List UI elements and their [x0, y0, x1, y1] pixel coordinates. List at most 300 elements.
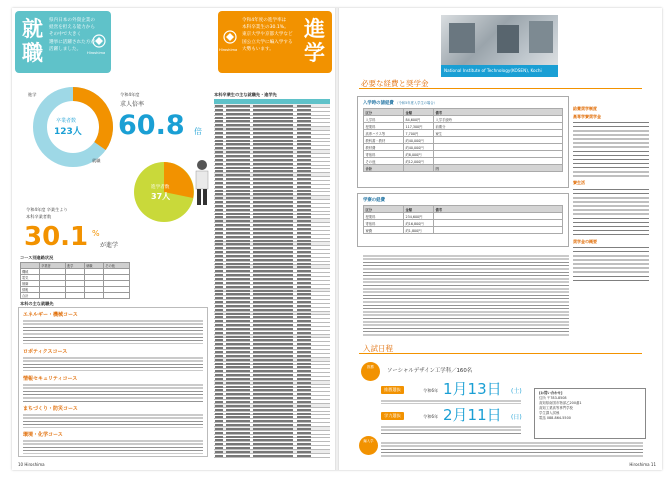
page-number: 10 [18, 462, 24, 467]
table-cell [215, 420, 223, 422]
table-cell [297, 351, 311, 353]
annual-fee-table [363, 205, 563, 234]
table-cell [215, 366, 223, 368]
table-cell [215, 240, 223, 242]
table-cell [253, 186, 293, 188]
table-cell [253, 297, 293, 299]
table-cell: 教科書・教材 [364, 137, 404, 144]
table-cell [297, 155, 311, 157]
table-cell: 寮生 [434, 130, 563, 137]
table-cell [226, 147, 250, 149]
table-cell [215, 251, 223, 253]
table-cell [297, 170, 311, 172]
table-cell [253, 216, 293, 218]
table-cell [226, 132, 250, 134]
table-cell [215, 113, 223, 115]
table-cell [226, 405, 250, 407]
table-cell [215, 263, 223, 265]
table-cell [253, 170, 293, 172]
table-cell [215, 355, 223, 357]
table-cell [297, 370, 311, 372]
table-cell [226, 159, 250, 161]
table-cell [297, 409, 311, 411]
table-cell [215, 205, 223, 207]
table-header-cell: 卒業者 [40, 263, 66, 269]
table-cell [215, 159, 223, 161]
table-cell [297, 278, 311, 280]
table-cell [297, 243, 311, 245]
table-cell [253, 343, 293, 345]
table-cell [226, 336, 250, 338]
table-cell [226, 263, 250, 265]
table-row [364, 137, 563, 144]
table-cell [226, 193, 250, 195]
table-cell [226, 228, 250, 230]
table-cell [215, 443, 223, 445]
table-cell [253, 393, 293, 395]
table-cell [253, 209, 293, 211]
table-cell [253, 201, 293, 203]
table-cell [215, 416, 223, 418]
table-cell [253, 320, 293, 322]
table-cell: 7,700円 [404, 130, 434, 137]
table-header-cell: 進学 [65, 263, 84, 269]
table-cell [215, 316, 223, 318]
table-cell [253, 428, 293, 430]
table-cell [215, 320, 223, 322]
table-cell [226, 355, 250, 357]
table-cell [226, 155, 250, 157]
table-cell [215, 105, 223, 107]
table-cell: 円 [434, 165, 563, 172]
table-cell [215, 216, 223, 218]
table-cell [297, 266, 311, 268]
table-cell [226, 413, 250, 415]
career-banner [15, 11, 111, 73]
table-cell [253, 228, 293, 230]
photo-figure [497, 25, 519, 53]
table-cell [215, 428, 223, 430]
table-cell [297, 205, 311, 207]
table-cell [297, 120, 311, 122]
table-cell [226, 247, 250, 249]
title-rule [359, 88, 642, 89]
contact-line: 高知県南国市物部乙200番1 [539, 401, 582, 405]
table-cell: 合計 [21, 293, 40, 299]
table-cell [297, 220, 311, 222]
side-heading: 奨学金の概要 [573, 238, 597, 244]
table-cell [297, 336, 311, 338]
table-cell [215, 324, 223, 326]
table-cell [253, 155, 293, 157]
table-cell [226, 213, 250, 215]
table-cell [297, 274, 311, 276]
table-cell [215, 232, 223, 234]
table-cell [253, 109, 293, 111]
table-cell: 入学料 [364, 116, 404, 123]
table-cell [253, 251, 293, 253]
table-cell [215, 413, 223, 415]
table-cell [226, 447, 250, 449]
table-cell [253, 447, 293, 449]
table-cell [226, 309, 250, 311]
table-cell [226, 255, 250, 257]
table-cell [297, 328, 311, 330]
table-cell [297, 132, 311, 134]
table-cell [215, 143, 223, 145]
table-cell [297, 290, 311, 292]
table-cell [226, 220, 250, 222]
table-cell [253, 128, 293, 130]
table-cell [297, 366, 311, 368]
table-cell [297, 324, 311, 326]
table-cell: 機械 [21, 269, 40, 275]
table-cell [215, 190, 223, 192]
table-cell [297, 401, 311, 403]
academic-label: 学力選抜 [381, 412, 404, 420]
table-cell: 117,300円 [404, 123, 434, 130]
table-cell [253, 205, 293, 207]
table-cell [297, 197, 311, 199]
table-cell [215, 286, 223, 288]
table-cell [226, 274, 250, 276]
donut-center-value: 123人 [54, 127, 82, 137]
table-cell [253, 378, 293, 380]
table-cell [215, 301, 223, 303]
page-label: Hiroshima [24, 462, 45, 467]
contact-line: 学生課入試係 [539, 411, 560, 415]
career-text-line: 県内日本の外資企業の [49, 18, 95, 23]
table-row [364, 130, 563, 137]
job-table-header [214, 99, 330, 104]
side-heading: 高専学寮奨学金 [573, 114, 601, 120]
table-cell [253, 167, 293, 169]
table-cell: 寄宿料 [364, 151, 404, 158]
table-cell [297, 405, 311, 407]
table-cell [226, 278, 250, 280]
logo-word: Hiroshima [87, 51, 106, 55]
table-cell [226, 382, 250, 384]
table-cell [253, 363, 293, 365]
table-cell [226, 432, 250, 434]
table-cell [297, 301, 311, 303]
table-cell [253, 389, 293, 391]
table-cell [297, 397, 311, 399]
table-cell [253, 178, 293, 180]
table-cell [253, 220, 293, 222]
table-cell [226, 224, 250, 226]
table-cell [297, 259, 311, 261]
table-cell [253, 370, 293, 372]
table-row [364, 165, 563, 172]
page-number-right [629, 462, 656, 467]
career-text-line: 活躍しました。 [49, 46, 82, 52]
right-page [339, 8, 662, 470]
table-row [364, 227, 563, 234]
table-cell [226, 174, 250, 176]
table-cell [226, 328, 250, 330]
table-header-cell: 金額 [404, 206, 434, 213]
table-cell [226, 186, 250, 188]
table-cell [215, 186, 223, 188]
table-cell [226, 240, 250, 242]
table-cell [297, 432, 311, 434]
table-cell [215, 305, 223, 307]
advance-text-line: 大勢もいます。 [242, 46, 274, 52]
table-row [364, 123, 563, 130]
advance-caption-1: 令和4年度 卒業生より [26, 207, 68, 212]
table-cell [253, 451, 293, 453]
job-table-title: 本科卒業生の主な就職先・進学先 [214, 92, 277, 97]
table-cell [226, 140, 250, 142]
career-banner-text [49, 17, 95, 53]
table-cell [253, 163, 293, 165]
table-cell [215, 151, 223, 153]
table-row [214, 454, 330, 458]
table-header-cell: 就職 [85, 263, 104, 269]
table-cell [215, 178, 223, 180]
table-cell [297, 140, 311, 142]
table-cell [215, 155, 223, 157]
page-number-left [18, 462, 45, 467]
table-header-cell: 備考 [434, 206, 563, 213]
table-cell [215, 278, 223, 280]
table-cell: 約1,800円 [404, 227, 434, 234]
table-cell [253, 386, 293, 388]
table-cell [215, 132, 223, 134]
table-cell [253, 240, 293, 242]
table-cell: その他 [364, 158, 404, 165]
table-cell [253, 332, 293, 334]
table-cell [226, 167, 250, 169]
table-cell [297, 316, 311, 318]
table-cell [297, 443, 311, 445]
table-cell [404, 165, 434, 172]
ring-label: 進学 [28, 92, 37, 97]
table-cell [215, 336, 223, 338]
table-cell [297, 255, 311, 257]
table-cell [226, 455, 250, 457]
table-cell [215, 270, 223, 272]
table-cell [226, 243, 250, 245]
company-list-text [23, 382, 203, 402]
table-cell [226, 290, 250, 292]
entrance-fees-head [363, 100, 437, 106]
table-row [364, 206, 563, 213]
photo-caption: National Institute of Technology(KOSEN), Kochi College [441, 65, 558, 77]
table-cell: 情報 [21, 287, 40, 293]
company-list-text [23, 412, 203, 428]
table-cell [226, 270, 250, 272]
academic-weekday: (日) [511, 414, 522, 421]
table-cell [297, 355, 311, 357]
contact-line: 高知工業高等専門学校 [539, 406, 573, 410]
table-cell [297, 343, 311, 345]
table-cell [215, 455, 223, 457]
contact-title: [お問い合わせ] [539, 391, 563, 395]
table-cell [215, 424, 223, 426]
table-cell [215, 343, 223, 345]
academic-details [381, 424, 521, 436]
side-text [573, 244, 649, 284]
table-cell: 高専ハウス等 [364, 130, 404, 137]
table-cell [297, 224, 311, 226]
table-cell [226, 236, 250, 238]
table-cell [215, 339, 223, 341]
table-cell [253, 182, 293, 184]
table-cell [297, 313, 311, 315]
table-cell [215, 117, 223, 119]
table-cell [226, 109, 250, 111]
table-cell [297, 374, 311, 376]
table-cell [215, 255, 223, 257]
table-cell [215, 351, 223, 353]
table-cell [215, 378, 223, 380]
table-cell [253, 313, 293, 315]
table-cell [253, 286, 293, 288]
company-list-text [23, 318, 203, 344]
table-cell [297, 359, 311, 361]
table-header-cell: その他 [104, 263, 130, 269]
table-cell [226, 297, 250, 299]
department-text: ソーシャルデザイン工学科／160名 [387, 368, 473, 374]
company-section-heading: 情報セキュリティコース [23, 376, 78, 382]
table-cell [226, 370, 250, 372]
table-cell [297, 209, 311, 211]
table-header-cell: 区分 [364, 206, 404, 213]
table-cell [226, 343, 250, 345]
entrance-fees-note: （令和5年度入学生の場合） [395, 101, 437, 105]
table-cell [297, 147, 311, 149]
job-destination-table [214, 92, 330, 458]
table-cell [297, 232, 311, 234]
table-cell [253, 232, 293, 234]
table-cell [297, 151, 311, 153]
table-cell [215, 220, 223, 222]
table-cell [253, 278, 293, 280]
table-cell [215, 432, 223, 434]
table-cell [215, 147, 223, 149]
table-cell [226, 436, 250, 438]
table-cell [434, 144, 563, 151]
job-caption-2: 求人倍率 [120, 101, 145, 108]
table-cell [215, 290, 223, 292]
table-cell [226, 332, 250, 334]
academic-year: 令和6年 [423, 414, 439, 419]
table-cell [226, 401, 250, 403]
table-cell [297, 163, 311, 165]
table-cell [297, 382, 311, 384]
table-cell [215, 397, 223, 399]
table-cell [226, 363, 250, 365]
table-cell [226, 117, 250, 119]
table-cell [215, 124, 223, 126]
table-cell [226, 397, 250, 399]
job-caption-1: 令和4年度 [120, 92, 140, 97]
course-table-title: コース別進路状況 [20, 255, 54, 260]
table-cell [215, 136, 223, 138]
table-cell: 約16,800円 [404, 220, 434, 227]
career-text-line: 経営を担える能力から [49, 25, 95, 31]
table-cell [253, 397, 293, 399]
table-cell [226, 209, 250, 211]
table-cell [253, 455, 293, 457]
table-cell [297, 416, 311, 418]
table-cell [297, 228, 311, 230]
advance-kanji-top: 進 [304, 17, 325, 41]
table-cell [253, 193, 293, 195]
table-row [364, 109, 563, 116]
table-cell: 前期分 [434, 123, 563, 130]
table-cell [226, 347, 250, 349]
table-cell [253, 117, 293, 119]
table-cell [215, 197, 223, 199]
table-cell [253, 147, 293, 149]
table-row [364, 144, 563, 151]
table-row [364, 158, 563, 165]
table-cell [253, 174, 293, 176]
advance-rate-suffix: が進学 [100, 242, 119, 249]
table-cell: 約40,000円 [404, 144, 434, 151]
table-cell [253, 143, 293, 145]
table-cell [215, 332, 223, 334]
table-cell [253, 316, 293, 318]
table-cell [215, 201, 223, 203]
table-cell [434, 158, 563, 165]
table-cell [253, 301, 293, 303]
school-logo-icon [222, 29, 238, 45]
table-cell [253, 309, 293, 311]
table-cell [226, 178, 250, 180]
career-kanji-top: 就 [22, 17, 43, 41]
table-cell [253, 247, 293, 249]
table-cell [226, 409, 250, 411]
table-cell [297, 347, 311, 349]
table-cell [226, 170, 250, 172]
table-cell [215, 436, 223, 438]
table-cell [226, 359, 250, 361]
table-cell [253, 236, 293, 238]
career-text-line: 選挙に活躍された方が [49, 39, 95, 45]
table-cell [226, 124, 250, 126]
table-cell [226, 266, 250, 268]
table-cell [226, 374, 250, 376]
table-cell [226, 151, 250, 153]
career-kanji-bottom: 職 [22, 41, 43, 65]
advance-rate-value: 30.1 [24, 222, 89, 252]
entrance-fees-head-text: 入学時の諸経費 [363, 101, 394, 106]
table-cell [253, 359, 293, 361]
table-cell [297, 186, 311, 188]
table-cell [297, 339, 311, 341]
table-cell [297, 270, 311, 272]
table-cell [226, 128, 250, 130]
scholarship-body-text [363, 253, 569, 337]
table-cell [297, 424, 311, 426]
table-cell: 234,600円 [404, 213, 434, 220]
table-cell [215, 409, 223, 411]
table-cell [297, 293, 311, 295]
table-header-cell: 備考 [434, 109, 563, 116]
table-cell [253, 351, 293, 353]
table-cell [226, 113, 250, 115]
photo-figure [529, 21, 553, 53]
table-cell [297, 136, 311, 138]
table-row [364, 151, 563, 158]
table-cell [215, 120, 223, 122]
table-cell [215, 447, 223, 449]
pie-center-label: 進学者数 [151, 185, 170, 190]
